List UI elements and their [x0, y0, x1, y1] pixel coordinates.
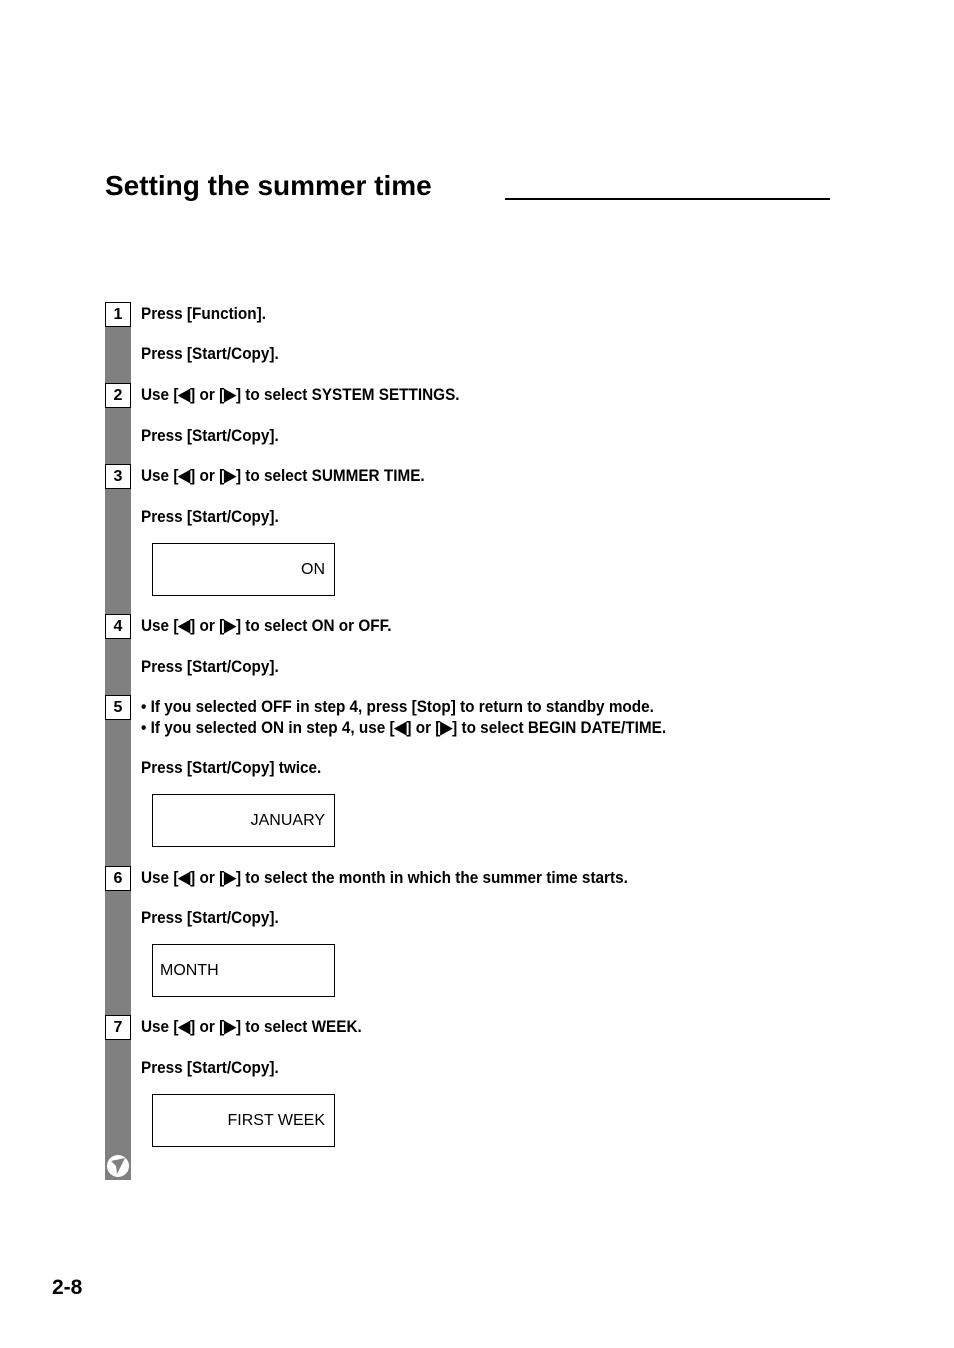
step-5-bullet-off: • If you selected OFF in step 4, press [Stop] to return to standby mode. [141, 697, 654, 716]
step-5-bullet-on: • If you selected ON in step 4, use [◀] or [▶] to select BEGIN DATE/TIME. [141, 718, 667, 737]
step-3-instruction: Use [◀] or [▶] to select SUMMER TIME. [141, 466, 425, 485]
step-number-7: 7 [105, 1015, 131, 1040]
title-rule [505, 198, 830, 200]
step-1-instruction: Press [Function]. [141, 304, 266, 323]
lcd-text: JANUARY [250, 811, 325, 829]
step-sidebar [105, 302, 131, 1180]
page-number: 2-8 [52, 1276, 83, 1299]
step-number-5: 5 [105, 695, 131, 720]
step-6-instruction: Use [◀] or [▶] to select the month in which the summer time starts. [141, 868, 628, 887]
continue-arrow-icon [106, 1154, 130, 1178]
lcd-display-step-3 [152, 543, 335, 596]
page-title: Setting the summer time [105, 170, 432, 201]
lcd-display-step-7 [152, 1094, 335, 1147]
lcd-display-step-6 [152, 944, 335, 997]
step-2-action: Press [Start/Copy]. [141, 426, 279, 445]
lcd-text: ON [301, 560, 325, 578]
step-4-instruction: Use [◀] or [▶] to select ON or OFF. [141, 616, 392, 635]
step-5-action: Press [Start/Copy] twice. [141, 758, 322, 777]
step-7-action: Press [Start/Copy]. [141, 1058, 279, 1077]
step-number-2: 2 [105, 383, 131, 408]
step-2-instruction: Use [◀] or [▶] to select SYSTEM SETTINGS. [141, 385, 460, 404]
step-number-3: 3 [105, 464, 131, 489]
step-6-action: Press [Start/Copy]. [141, 908, 279, 927]
lcd-text: MONTH [160, 961, 219, 979]
step-1-action: Press [Start/Copy]. [141, 344, 279, 363]
lcd-display-step-5 [152, 794, 335, 847]
step-3-action: Press [Start/Copy]. [141, 507, 279, 526]
lcd-text: FIRST WEEK [227, 1111, 325, 1129]
step-7-instruction: Use [◀] or [▶] to select WEEK. [141, 1017, 362, 1036]
step-4-action: Press [Start/Copy]. [141, 657, 279, 676]
step-number-6: 6 [105, 866, 131, 891]
step-number-1: 1 [105, 302, 131, 327]
step-number-4: 4 [105, 614, 131, 639]
